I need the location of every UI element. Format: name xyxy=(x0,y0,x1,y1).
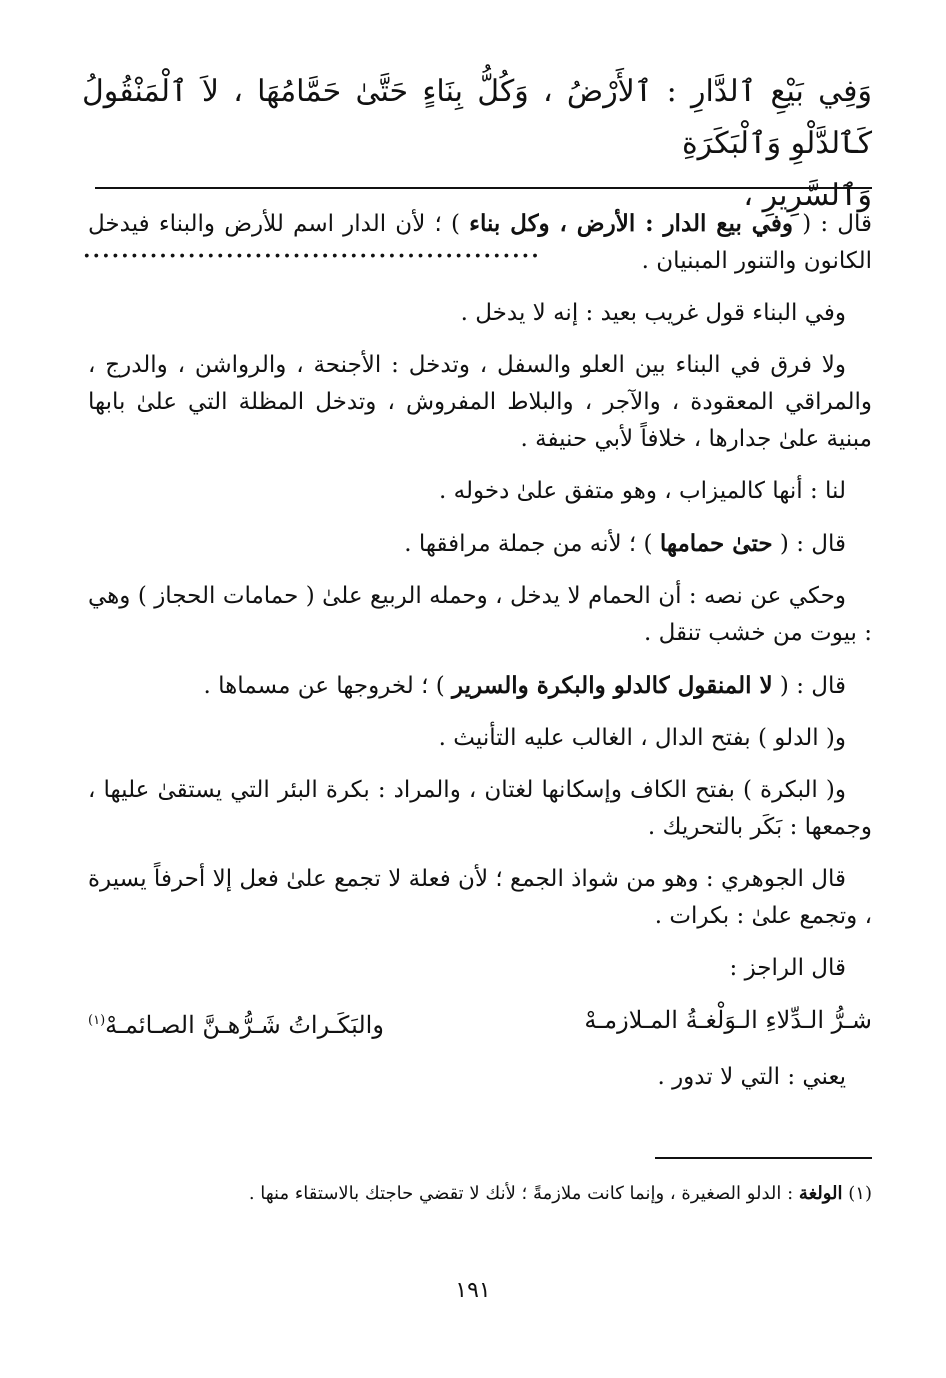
paragraph: قال الراجز : xyxy=(729,955,846,981)
paragraph: قال : ( لا المنقول كالدلو والبكرة والسرير ) ؛ لخروجها عن مسماها . xyxy=(203,672,846,699)
quoted-matn: لا المنقول كالدلو والبكرة والسرير xyxy=(451,672,773,699)
footnote-marker: (١) xyxy=(88,1013,106,1028)
matn-line-1: وَفِي بَيْعِ ٱلدَّارِ : ٱلأَرْضُ ، وَكُلُّ بِنَاءٍ حَتَّىٰ حَمَّامُهَا ، لاَ ٱلْمَنْقُولُ كَٱلدَّلْوِ وَٱلْبَكَرَةِ xyxy=(82,74,872,161)
poetry-verse xyxy=(88,1002,872,1044)
matn-dots: ................................................ xyxy=(82,230,540,265)
footnote-text: : الدلو الصغيرة ، وإنما كانت ملازمةً ؛ لأنك لا تقضي حاجتك بالاستقاء منها . xyxy=(248,1183,799,1204)
paragraph: قال : ( حتىٰ حمامها ) ؛ لأنه من جملة مرافقها . xyxy=(404,530,846,557)
verse-first-hemistich: شـرُّ الـدِّلاءِ الـوَلْغـةُ المـلازمـهْ xyxy=(584,1006,872,1034)
paragraph: يعني : التي لا تدور . xyxy=(657,1064,846,1090)
paragraph: قال : ( وفي بيع الدار : الأرض ، وكل بناء ) ؛ لأن الدار اسم للأرض والبناء فيدخل الكانون والتنور المبنيان . xyxy=(88,210,872,274)
verse-second-hemistich: والبَكَـراتُ شَـرُّهـنَّ الصـائمـهْ$^{(١)}$ xyxy=(88,1011,384,1039)
quoted-matn: وفي بيع الدار : الأرض ، وكل بناء xyxy=(469,210,794,237)
footnote-term: الولغة xyxy=(798,1183,843,1204)
footnote-number: (١) xyxy=(848,1183,872,1204)
paragraph: وفي البناء قول غريب بعيد : إنه لا يدخل . xyxy=(460,300,846,326)
paragraph: قال الجوهري : وهو من شواذ الجمع ؛ لأن فعلة لا تجمع علىٰ فعل إلا أحرفاً يسيرة ، وتجمع علىٰ : بكرات . xyxy=(88,866,872,929)
paragraph: لنا : أنها كالميزاب ، وهو متفق علىٰ دخوله . xyxy=(439,478,846,504)
paragraph: وحكي عن نصه : أن الحمام لا يدخل ، وحمله الربيع علىٰ ( حمامات الحجاز ) وهي : بيوت من خشب تنقل . xyxy=(88,583,872,646)
footnote xyxy=(88,1180,872,1208)
quoted-matn: حتىٰ حمامها xyxy=(659,530,773,557)
matn-line-2: وَٱلسَّرِيرِ ، xyxy=(743,178,872,213)
commentary-body xyxy=(88,205,872,1111)
paragraph: ولا فرق في البناء بين العلو والسفل ، وتدخل : الأجنحة ، والرواشن ، والدرج ، والمراقي المعقودة ، والآجر ، والبلاط المفروش ، وتدخل المظلة التي علىٰ بابها مبنية علىٰ جدارها ، خلافاً لأبي حنيفة . xyxy=(88,352,872,452)
page-number: ١٩١ xyxy=(455,1278,491,1303)
paragraph: و( البكرة ) بفتح الكاف وإسكانها لغتان ، والمراد : بكرة البئر التي يستقىٰ عليها ، وجمعها : بَكَر بالتحريك . xyxy=(88,777,872,840)
paragraph: و( الدلو ) بفتح الدال ، الغالب عليه التأنيث . xyxy=(438,725,846,751)
separator-rule xyxy=(95,187,872,189)
footnote-rule xyxy=(655,1157,872,1159)
